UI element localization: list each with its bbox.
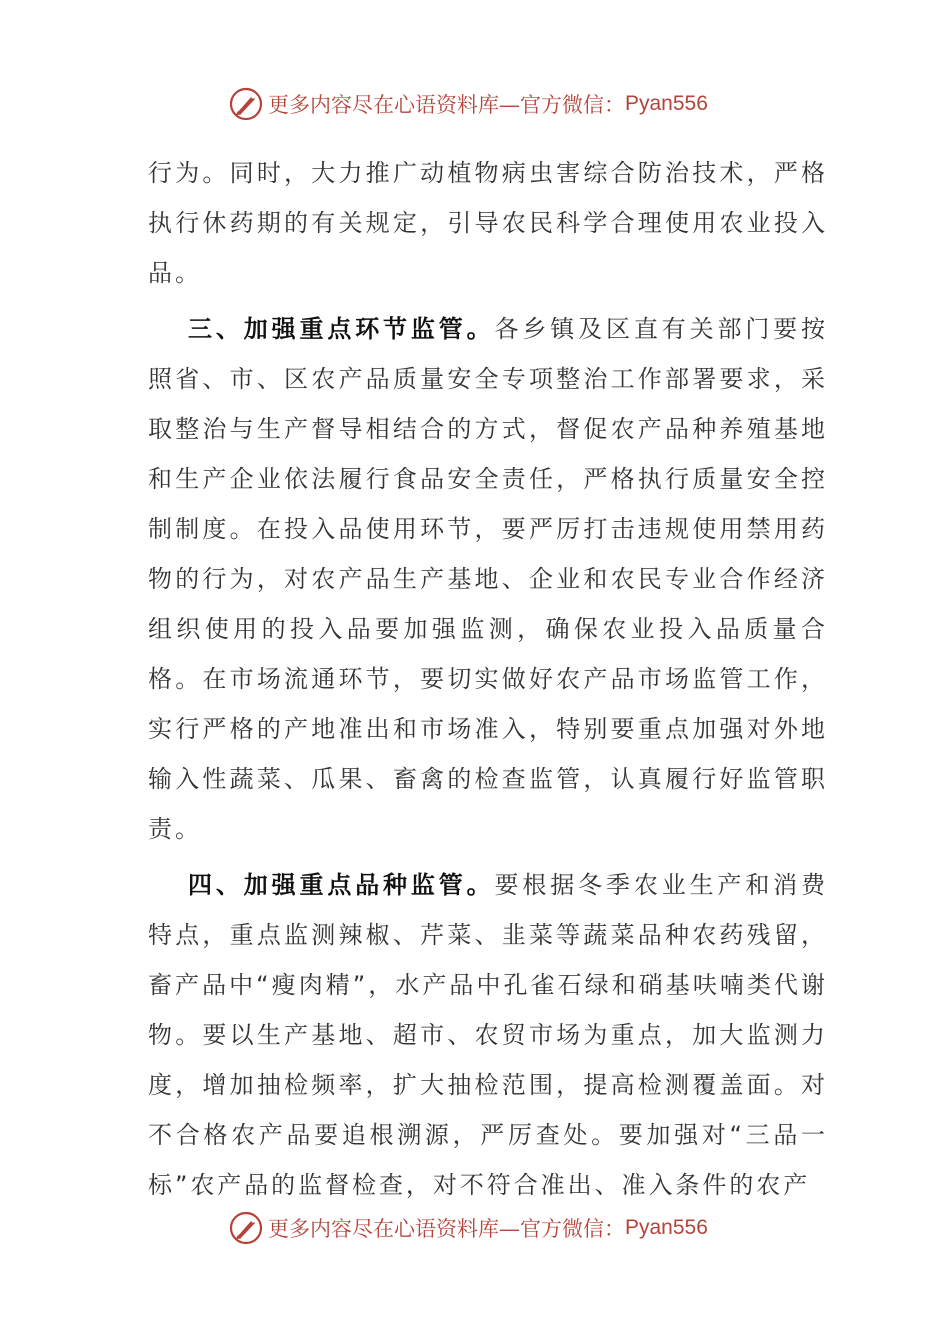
watermark-main-text: 更多内容尽在心语资料库 — [268, 1217, 499, 1241]
watermark-main-text: 更多内容尽在心语资料库 — [268, 93, 499, 117]
section-heading: 三、加强重点环节监管。 — [188, 315, 495, 343]
pen-nib-logo-icon — [228, 86, 264, 122]
watermark-sub-text: —官方微信： — [499, 93, 625, 117]
watermark-header — [228, 84, 708, 124]
paragraph-text: 各乡镇及区直有关部门要按照省、市、区农产品质量安全专项整治工作部署要求，采取整治与生产督导相结合的方式，督促农产品种养殖基地和生产企业依法履行食品安全责任，严格执行质量安全控制制度。在投入品使用环节，要严厉打击违规使用禁用药物的行为，对农产品生产基地、企业和农民专业合作经济组织使用的投入品要加强监测，确保农业投入品质量合格。在市场流通环节，要切实做好农产品市场监管工作，实行严格的产地准出和市场准入，特别要重点加强对外地输入性蔬菜、瓜果、畜禽的检查监管，认真履行好监管职责。 — [148, 315, 829, 843]
pen-nib-logo-icon — [228, 1210, 264, 1246]
paragraph-text: 要根据冬季农业生产和消费特点，重点监测辣椒、芹菜、韭菜等蔬菜品种农药残留，畜产品中“瘦肉精”，水产品中孔雀石绿和硝基呋喃类代谢物。要以生产基地、超市、农贸市场为重点，加大监测力度，增加抽检频率，扩大抽检范围，提高检测覆盖面。对不合格农产品要追根溯源，严厉查处。要加强对“三品一标”农产品的监督检查，对不符合准出、准入条件的农产 — [148, 871, 829, 1199]
paragraph-text: 行为。同时，大力推广动植物病虫害综合防治技术，严格执行休药期的有关规定，引导农民科学合理使用农业投入品。 — [148, 159, 828, 287]
paragraph-continuation — [148, 148, 828, 298]
paragraph-section-four — [148, 860, 828, 1210]
paragraph-section-three — [148, 304, 828, 854]
watermark-wechat-id: Pyan556 — [625, 1216, 708, 1239]
section-heading: 四、加强重点品种监管。 — [188, 871, 495, 899]
watermark-sub-text: —官方微信： — [499, 1217, 625, 1241]
watermark-wechat-id: Pyan556 — [625, 92, 708, 115]
watermark-footer — [228, 1208, 708, 1248]
document-body — [148, 148, 828, 1210]
